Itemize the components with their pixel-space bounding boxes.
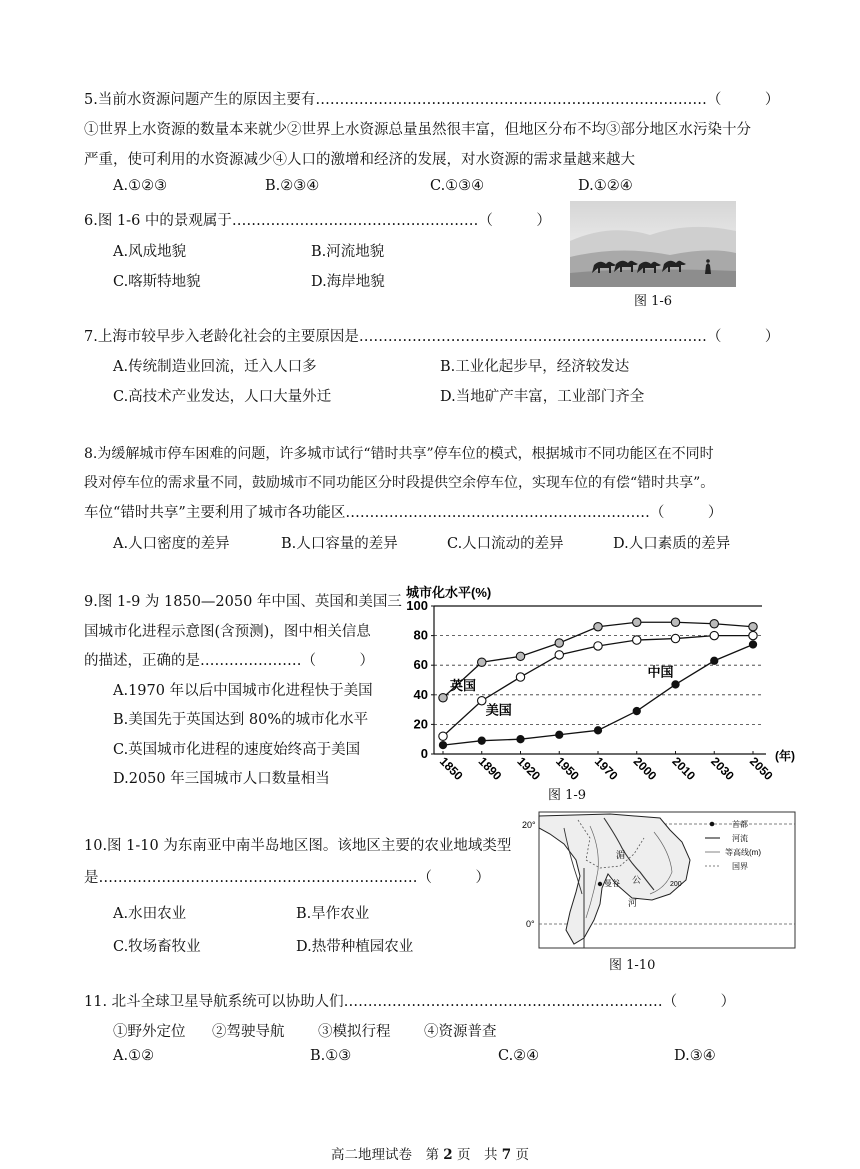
point-china-1850: [439, 742, 446, 749]
point-uk-1850: [439, 694, 447, 702]
map-contour-label: 200: [670, 881, 682, 888]
y-tick-label-20: 20: [413, 716, 428, 732]
q8-option-a: A.人口密度的差异: [113, 536, 230, 552]
x-tick-label-2050: 2050: [746, 754, 776, 784]
q5-option-c: C.①③④: [430, 178, 485, 194]
x-tick-label-2030: 2030: [708, 754, 737, 784]
q8-option-c: C.人口流动的差异: [447, 536, 564, 552]
point-us-2050: [749, 631, 757, 639]
point-us-1970: [594, 642, 602, 650]
q11-item-2: ②驾驶导航: [212, 1024, 285, 1040]
q6-figure-caption: 图 1-6: [634, 294, 673, 309]
point-uk-1920: [516, 652, 524, 660]
legend-capital-icon: [710, 822, 715, 827]
footer-middle: 页 共: [457, 1147, 498, 1163]
series-label-china: 中国: [647, 664, 674, 680]
footer-suffix: 页: [515, 1147, 529, 1163]
q9-text-line1: 9.图 1-9 为 1850—2050 年中国、英国和美国三: [84, 594, 402, 610]
q9-option-d: D.2050 年三国城市人口数量相当: [113, 771, 330, 787]
urbanization-chart: [398, 578, 803, 786]
q8-option-b: B.人口容量的差异: [281, 536, 398, 552]
y-tick-label-0: 0: [420, 746, 428, 761]
point-uk-2030: [710, 620, 718, 628]
point-china-1920: [517, 736, 524, 743]
point-china-2030: [711, 657, 718, 664]
footer-prefix: 高二地理试卷 第: [331, 1147, 439, 1163]
x-tick-label-1920: 1920: [514, 754, 544, 784]
x-tick-label-1850: 1850: [436, 754, 466, 784]
point-china-1970: [594, 727, 601, 734]
y-tick-label-80: 80: [413, 627, 428, 643]
q6-option-d: D.海岸地貌: [311, 274, 385, 290]
chart-xlabel: (年): [775, 749, 795, 763]
desert-camel-photo: [570, 201, 736, 287]
q6-option-b: B.河流地貌: [311, 244, 385, 260]
point-uk-1970: [594, 623, 602, 631]
q10-option-c: C.牧场畜牧业: [113, 939, 201, 955]
q11-item-1: ①野外定位: [113, 1024, 186, 1040]
point-uk-1890: [478, 658, 486, 666]
map-label-mei: 湄: [616, 850, 626, 860]
map-label-he: 河: [628, 898, 638, 908]
q8-text-line1: 8.为缓解城市停车困难的问题，许多城市试行“错时共享”停车位的模式，根据城市不同功能区在不同时: [84, 446, 714, 462]
point-us-2030: [710, 631, 718, 639]
q10-text-line2: 是…………………………………………………………（ ）: [84, 870, 490, 886]
point-china-2010: [672, 681, 679, 688]
series-label-uk: 英国: [450, 677, 477, 693]
q9-option-a: A.1970 年以后中国城市化进程快于美国: [113, 683, 373, 699]
x-tick-label-1970: 1970: [591, 754, 621, 784]
q9-text-line2: 国城市化进程示意图(含预测)，图中相关信息: [84, 624, 371, 640]
q7-option-b: B.工业化起步早，经济较发达: [440, 359, 630, 375]
q7-option-d: D.当地矿产丰富，工业部门齐全: [440, 389, 645, 405]
q9-option-b: B.美国先于英国达到 80%的城市化水平: [113, 712, 369, 728]
q9-text-line3: 的描述，正确的是…………………（ ）: [84, 653, 374, 669]
q5-text-line3: 严重，使可利用的水资源减少④人口的激增和经济的发展，对水资源的需求量越来越大: [84, 152, 635, 168]
x-tick-label-2000: 2000: [630, 754, 660, 784]
point-us-1890: [478, 697, 486, 705]
map-label-gong: 公: [632, 875, 642, 885]
q7-option-c: C.高技术产业发达，人口大量外迁: [113, 389, 332, 405]
point-china-2050: [749, 641, 756, 648]
q5-text-line2: ①世界上水资源的数量本来就少②世界上水资源总量虽然很丰富，但地区分布不均③部分地区水污染十分: [84, 122, 751, 138]
q8-text-line3: 车位“错时共享”主要利用了城市各功能区………………………………………………………（ ）: [84, 505, 723, 521]
q7-option-a: A.传统制造业回流，迁入人口多: [113, 359, 317, 375]
point-china-2000: [633, 707, 640, 714]
q10-option-b: B.旱作农业: [296, 906, 370, 922]
legend-contour: 等高线(m): [725, 848, 761, 857]
legend-border: 国界: [732, 862, 748, 871]
q9-figure-caption: 图 1-9: [548, 788, 587, 803]
q6-option-a: A.风成地貌: [113, 244, 187, 260]
point-uk-2050: [749, 623, 757, 631]
point-uk-2000: [633, 618, 641, 626]
point-china-1890: [478, 737, 485, 744]
x-tick-label-1890: 1890: [475, 754, 505, 784]
q9-option-c: C.英国城市化进程的速度始终高于美国: [113, 742, 361, 758]
q8-text-line2: 段对停车位的需求量不同，鼓励城市不同功能区分时段提供空余停车位，实现车位的有偿“错时共享”。: [84, 475, 715, 491]
q10-figure-caption: 图 1-10: [609, 958, 656, 973]
chart-ylabel: 城市化水平(%): [406, 585, 492, 600]
q5-stem: 5.当前水资源问题产生的原因主要有………………………………………………………………………（ ）: [84, 92, 780, 108]
capital-marker: [598, 882, 602, 886]
x-tick-label-2010: 2010: [669, 754, 699, 784]
footer-page-number: 2: [443, 1147, 453, 1163]
series-label-us: 美国: [485, 702, 512, 718]
q5-option-b: B.②③④: [265, 178, 320, 194]
page-footer: [0, 1143, 860, 1163]
q6-stem: 6.图 1-6 中的景观属于……………………………………………（ ）: [84, 213, 551, 229]
point-us-1850: [439, 732, 447, 740]
q10-option-d: D.热带种植园农业: [296, 939, 414, 955]
q8-option-d: D.人口素质的差异: [613, 536, 731, 552]
q11-option-a: A.①②: [113, 1048, 155, 1064]
q6-option-c: C.喀斯特地貌: [113, 274, 201, 290]
map-lat-20: 20°: [522, 820, 536, 830]
y-tick-label-100: 100: [406, 598, 428, 613]
point-us-1950: [555, 651, 563, 659]
q10-text-line1: 10.图 1-10 为东南亚中南半岛地区图。该地区主要的农业地域类型: [84, 838, 512, 854]
q11-item-3: ③模拟行程: [318, 1024, 391, 1040]
point-us-2000: [633, 636, 641, 644]
q5-option-a: A.①②③: [113, 178, 168, 194]
map-label-bangkok: 曼谷: [604, 879, 620, 888]
map-lat-0: 0°: [526, 919, 535, 929]
legend-capital: 首都: [732, 820, 748, 829]
point-uk-2010: [671, 618, 679, 626]
q10-option-a: A.水田农业: [113, 906, 187, 922]
y-tick-label-40: 40: [413, 686, 428, 702]
q5-option-d: D.①②④: [578, 178, 633, 194]
point-china-1950: [556, 731, 563, 738]
q11-option-b: B.①③: [310, 1048, 352, 1064]
q11-item-4: ④资源普查: [424, 1024, 497, 1040]
q7-stem: 7.上海市较早步入老龄化社会的主要原因是………………………………………………………………（ ）: [84, 329, 780, 345]
point-uk-1950: [555, 639, 563, 647]
q11-option-c: C.②④: [498, 1048, 540, 1064]
q11-option-d: D.③④: [674, 1048, 716, 1064]
y-tick-label-60: 60: [413, 657, 428, 673]
series-line-uk: [443, 622, 753, 697]
point-us-2010: [671, 634, 679, 642]
legend-river: 河流: [732, 834, 748, 843]
footer-total-pages: 7: [501, 1147, 512, 1163]
indochina-map: [520, 808, 798, 950]
point-us-1920: [516, 673, 524, 681]
x-tick-label-1950: 1950: [553, 754, 582, 784]
q11-stem: 11. 北斗全球卫星导航系统可以协助人们…………………………………………………………（ ）: [84, 994, 736, 1010]
